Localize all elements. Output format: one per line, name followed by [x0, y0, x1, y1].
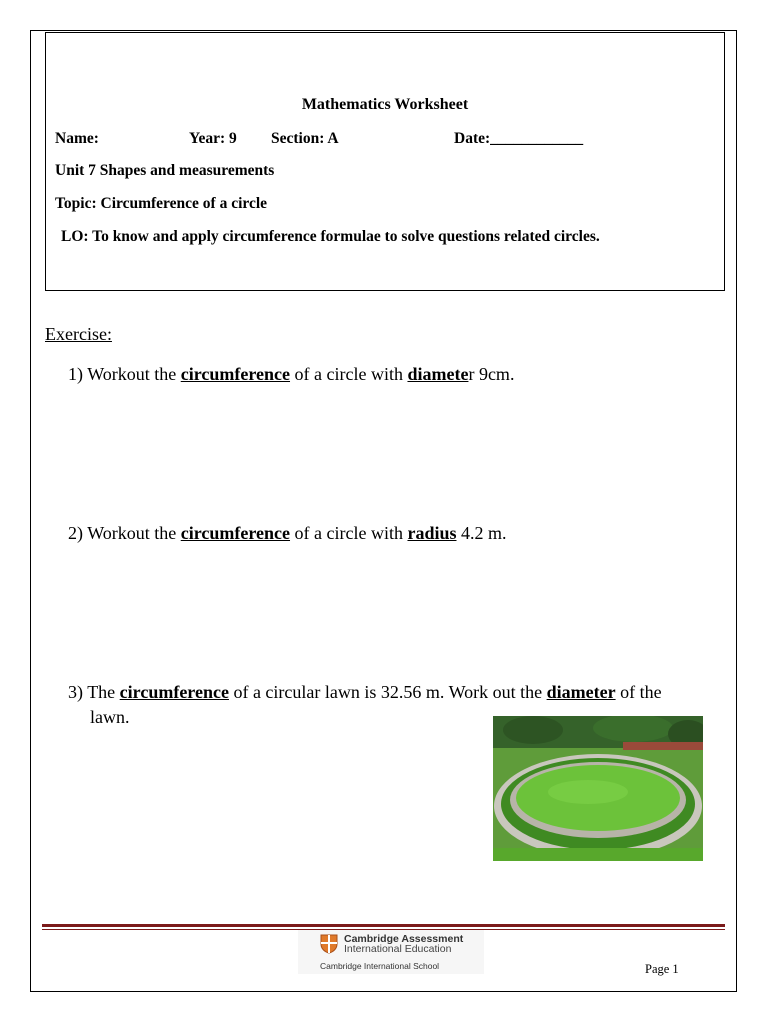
- question-number: 1): [68, 364, 83, 384]
- learning-objective: LO: To know and apply circumference formulae to solve questions related circles.: [61, 228, 600, 245]
- question-text: 4.2 m.: [461, 523, 507, 543]
- question-text: r 9cm.: [468, 364, 515, 384]
- page-number: Page 1: [645, 962, 679, 976]
- cambridge-logo: [298, 930, 484, 974]
- question-text: of a circle with: [294, 364, 403, 384]
- unit-label: Unit 7 Shapes and measurements: [55, 162, 275, 179]
- exercise-heading: Exercise:: [45, 324, 112, 344]
- logo-text: International Education: [344, 943, 452, 955]
- date-label: Date:____________: [454, 130, 584, 147]
- topic-label: Topic: Circumference of a circle: [55, 195, 268, 212]
- section-label: Section: A: [271, 130, 339, 147]
- question-2: [68, 523, 507, 544]
- worksheet-title: Mathematics Worksheet: [301, 96, 469, 113]
- keyword: diameter: [546, 682, 616, 702]
- keyword: circumference: [180, 523, 291, 543]
- school-name: Cambridge International School: [320, 961, 440, 971]
- question-3: [68, 682, 662, 703]
- circular-lawn-image: [493, 716, 703, 861]
- year-label: Year: 9: [189, 130, 237, 147]
- question-number: 3): [68, 682, 83, 702]
- name-label: Name:: [55, 130, 99, 147]
- question-text: Workout the: [87, 523, 177, 543]
- keyword: circumference: [180, 364, 291, 384]
- keyword: circumference: [119, 682, 229, 702]
- question-text: of the: [620, 682, 662, 702]
- keyword: radius: [407, 523, 457, 543]
- question-3-continued: lawn.: [90, 707, 130, 727]
- question-text: of a circle with: [294, 523, 403, 543]
- question-number: 2): [68, 523, 83, 543]
- keyword: diamete: [407, 364, 469, 384]
- cambridge-shield-icon: [320, 934, 338, 959]
- question-text: The: [87, 682, 116, 702]
- footer-rule: [42, 924, 725, 927]
- logo-text: Cambridge Assessment: [344, 933, 464, 945]
- question-text: Workout the: [87, 364, 177, 384]
- question-text: of a circular lawn is 32.56 m. Work out the: [233, 682, 543, 702]
- question-1: [68, 364, 514, 385]
